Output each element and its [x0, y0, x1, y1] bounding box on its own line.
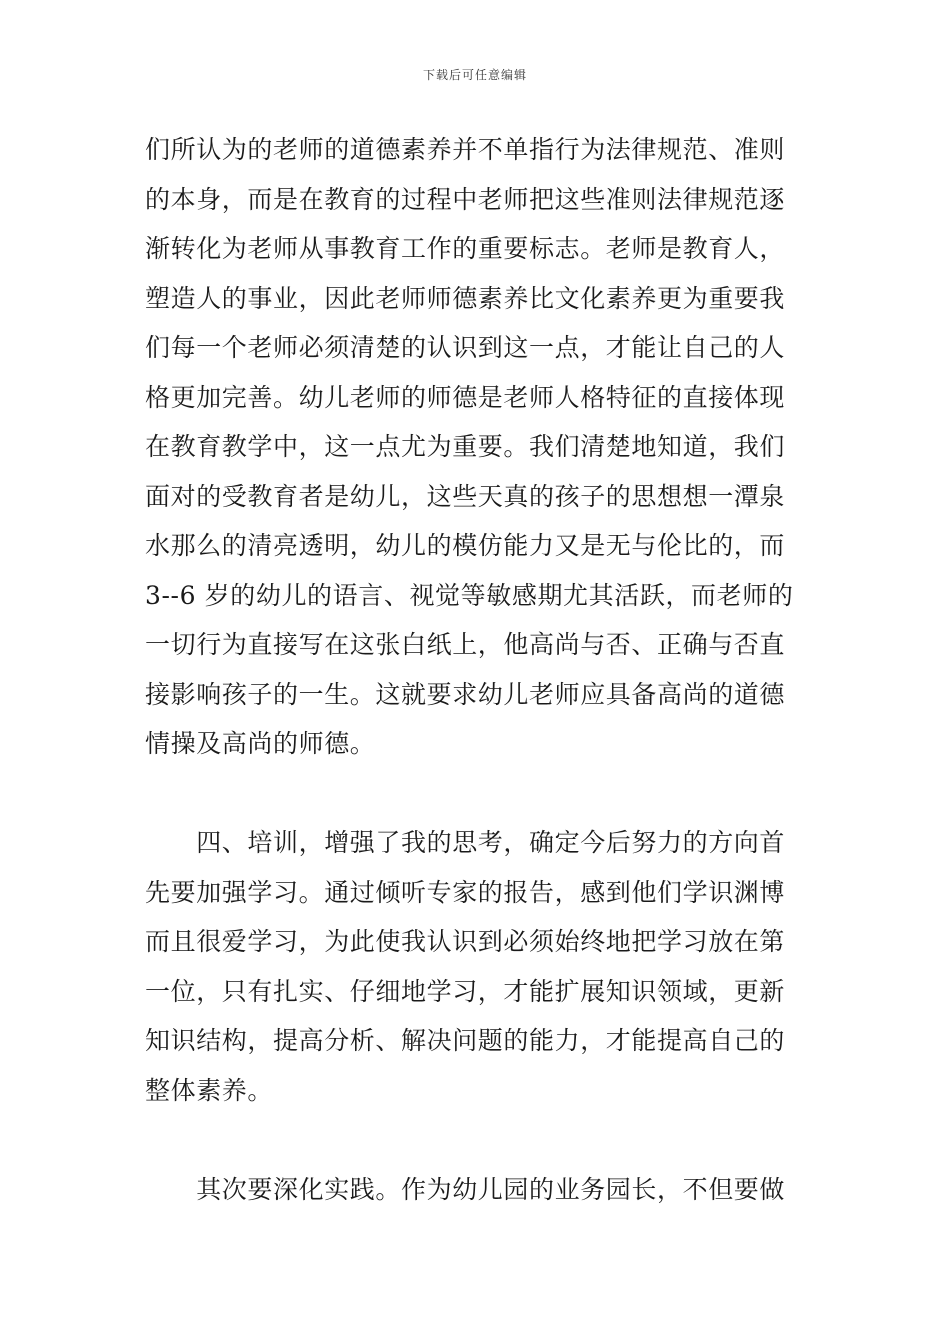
text-line: 一位，只有扎实、仔细地学习，才能扩展知识领域，更新 — [145, 976, 786, 1006]
text-line: 们每一个老师必须清楚的认识到这一点，才能让自己的人 — [145, 333, 786, 362]
text-line: 的本身，而是在教育的过程中老师把这些准则法律规范逐 — [145, 184, 786, 214]
text-line: 整体素养。 — [145, 1075, 274, 1105]
text-line: 塑造人的事业，因此老师师德素养比文化素养更为重要我 — [145, 283, 786, 313]
text-line: 其次要深化实践。作为幼儿园的业务园长，不但要做 — [145, 1174, 786, 1204]
text-line: 先要加强学习。通过倾听专家的报告，感到他们学识渊博 — [145, 877, 786, 907]
text-line: 而且很爱学习，为此使我认识到必须始终地把学习放在第 — [145, 927, 786, 956]
page-header: 下载后可任意编辑 — [422, 68, 527, 82]
text-line: 知识结构，提高分析、解决问题的能力，才能提高自己的 — [145, 1026, 786, 1055]
paragraph — [145, 1165, 810, 1215]
text-line: 渐转化为老师从事教育工作的重要标志。老师是教育人， — [145, 234, 786, 263]
paragraph — [145, 125, 810, 769]
text-line: 们所认为的老师的道德素养并不单指行为法律规范、准则 — [145, 135, 786, 164]
text-line: 在教育教学中，这一点尤为重要。我们清楚地知道，我们 — [145, 432, 786, 461]
paragraph-spacer — [145, 769, 810, 819]
text-line: 面对的受教育者是幼儿，这些天真的孩子的思想想一潭泉 — [145, 481, 786, 511]
text-line: 情操及高尚的师德。 — [145, 729, 376, 758]
text-line: 四、培训，增强了我的思考，确定今后努力的方向首 — [145, 828, 786, 857]
text-line: 一切行为直接写在这张白纸上，他高尚与否、正确与否直 — [145, 630, 786, 659]
text-line: 格更加完善。幼儿老师的师德是老师人格特征的直接体现 — [145, 382, 786, 412]
paragraph — [145, 818, 810, 1115]
text-line: 水那么的清亮透明，幼儿的模仿能力又是无与伦比的，而 — [145, 531, 786, 560]
text-line: 接影响孩子的一生。这就要求幼儿老师应具备高尚的道德 — [145, 679, 786, 709]
document-body — [145, 125, 810, 1214]
text-line: 3--6 岁的幼儿的语言、视觉等敏感期尤其活跃，而老师的 — [145, 580, 794, 610]
paragraph-spacer — [145, 1115, 810, 1165]
